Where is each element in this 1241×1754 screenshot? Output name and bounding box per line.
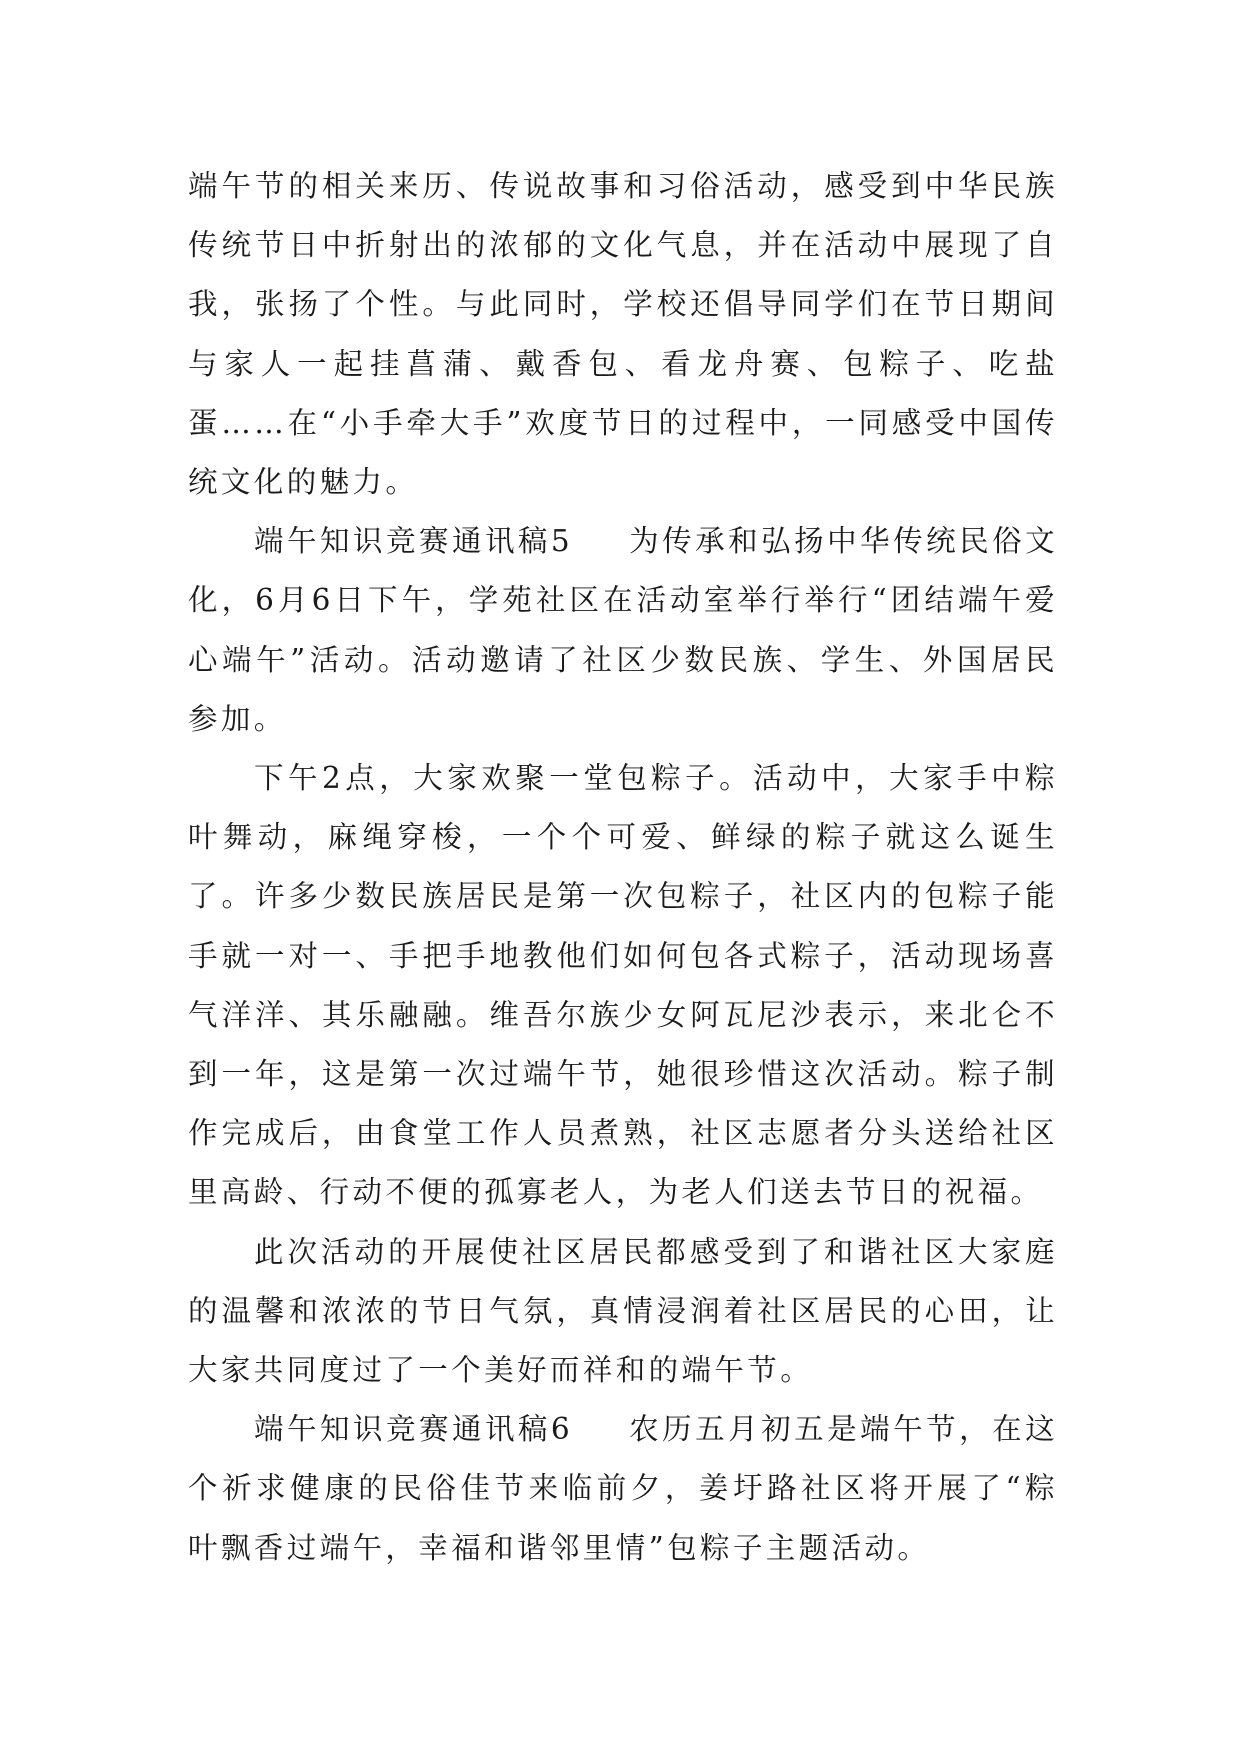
paragraph-1-text: 端午节的相关来历、传说故事和习俗活动，感受到中华民族传统节日中折射出的浓郁的文化气息，并在活动中展现了自我，张扬了个性。与此同时，学校还倡导同学们在节日期间与家人一起挂菖蒲、戴香包、看龙舟赛、包粽子、吃盐蛋……在“小手牵大手”欢度节日的过程中，一同感受中国传统文化的魅力。 bbox=[188, 169, 1058, 500]
paragraph-2-text: 为传承和弘扬中华传统民俗文化，6月6日下午，学苑社区在活动室举行举行“团结端午爱心端午”活动。活动邀请了社区少数民族、学生、外国居民参加。 bbox=[188, 524, 1058, 736]
paragraph-5 bbox=[188, 1400, 1058, 1578]
paragraph-4-text: 此次活动的开展使社区居民都感受到了和谐社区大家庭的温馨和浓浓的节日气氛，真情浸润着社区居民的心田，让大家共同度过了一个美好而祥和的端午节。 bbox=[188, 1234, 1058, 1388]
paragraph-4 bbox=[188, 1223, 1058, 1401]
paragraph-3 bbox=[188, 749, 1058, 1223]
paragraph-5-text: 农历五月初五是端午节，在这个祈求健康的民俗佳节来临前夕，姜圩路社区将开展了“粽叶飘香过端午，幸福和谐邻里情”包粽子主题活动。 bbox=[188, 1412, 1058, 1565]
section-heading-5: 端午知识竞赛通讯稿5 bbox=[254, 524, 574, 559]
paragraph-3-text: 下午2点，大家欢聚一堂包粽子。活动中，大家手中粽叶舞动，麻绳穿梭，一个个可爱、鲜绿的粽子就这么诞生了。许多少数民族居民是第一次包粽子，社区内的包粽子能手就一对一、手把手地教他们如何包各式粽子，活动现场喜气洋洋、其乐融融。维吾尔族少女阿瓦尼沙表示，来北仑不到一年，这是第一次过端午节，她很珍惜这次活动。粽子制作完成后，由食堂工作人员煮熟，社区志愿者分头送给社区里高龄、行动不便的孤寡老人，为老人们送去节日的祝福。 bbox=[188, 761, 1058, 1210]
document-body bbox=[188, 157, 1058, 1578]
section-heading-6: 端午知识竞赛通讯稿6 bbox=[254, 1412, 574, 1447]
paragraph-1 bbox=[188, 157, 1058, 512]
paragraph-2 bbox=[188, 512, 1058, 749]
